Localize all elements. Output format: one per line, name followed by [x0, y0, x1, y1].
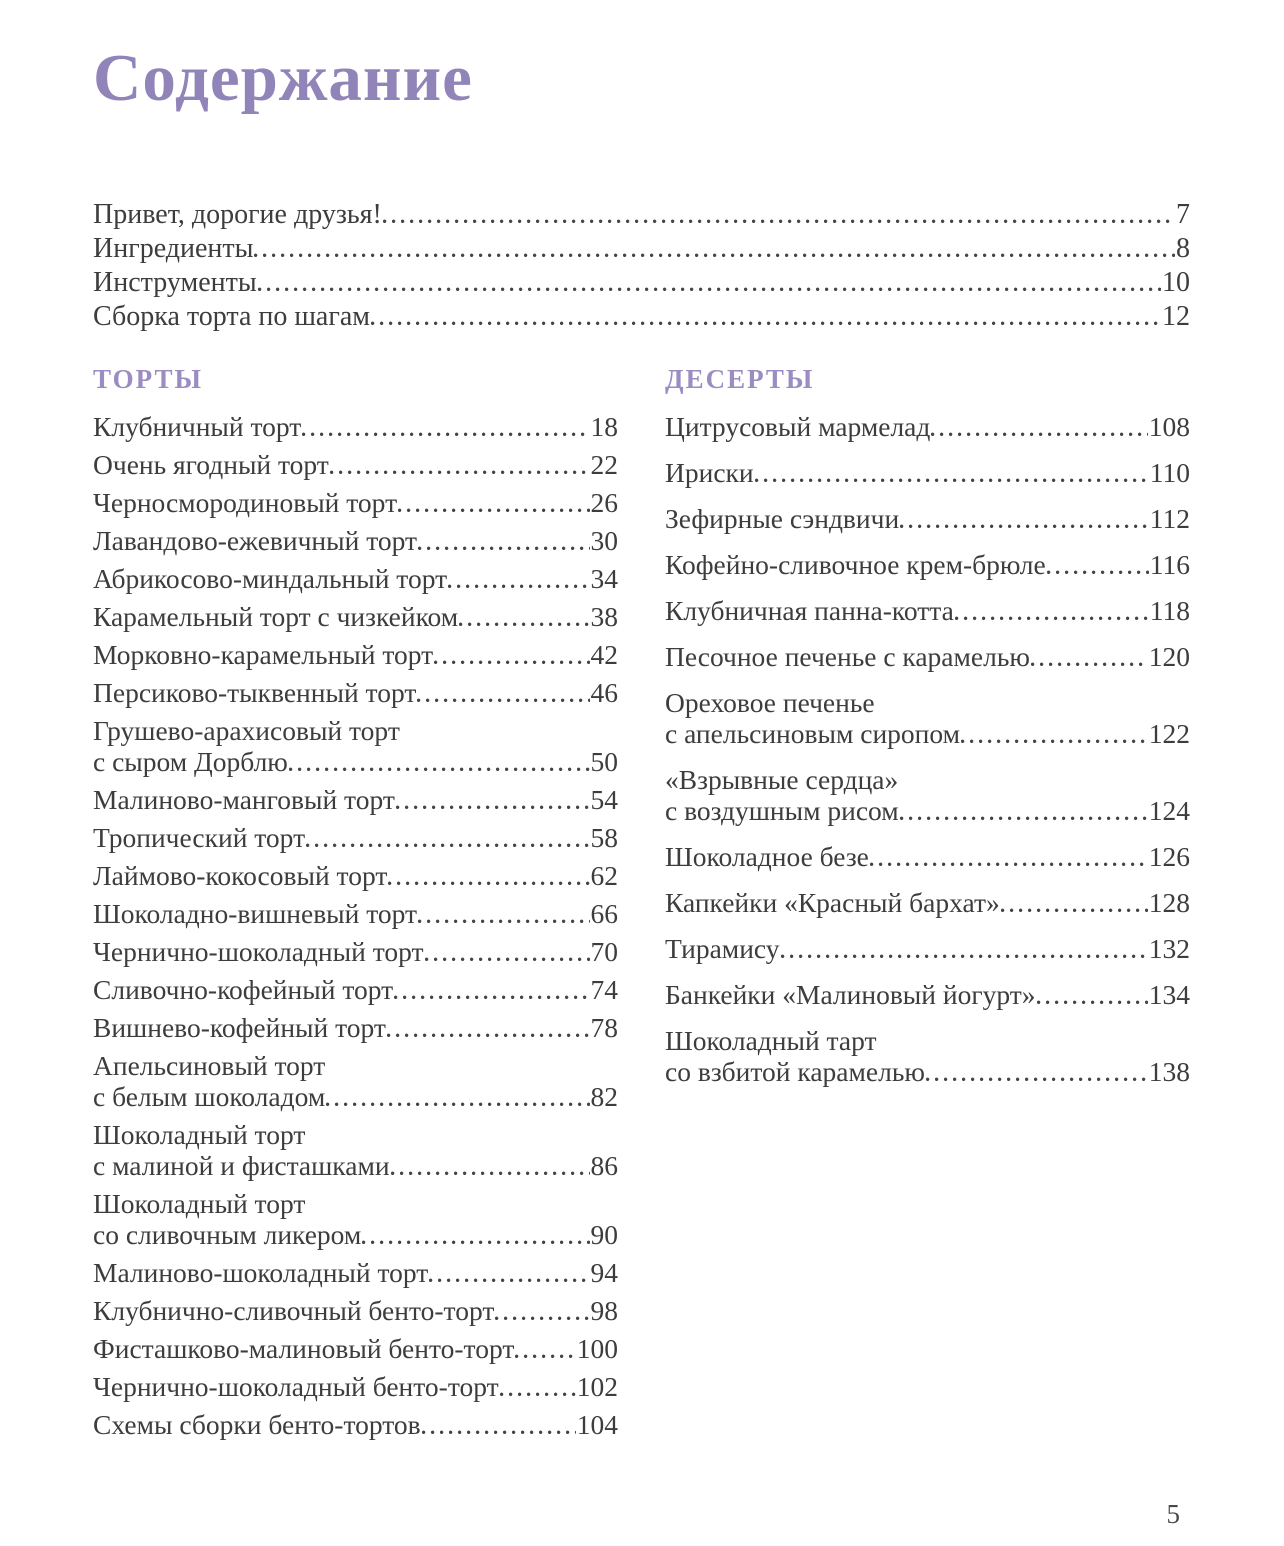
toc-entry: [93, 936, 618, 967]
toc-entry-line: [665, 687, 1190, 718]
entry-title: Песочное печенье с карамелью: [665, 640, 1030, 672]
entry-page-number: 102: [576, 1370, 618, 1402]
entry-title: Ингредиенты: [93, 232, 254, 264]
entry-title: Лаймово-кокосовый торт: [93, 859, 388, 891]
toc-entry-line: [93, 1012, 618, 1043]
entry-title: Шоколадный торт: [93, 1187, 306, 1219]
toc-entry: [93, 266, 1190, 300]
toc-entry: [665, 457, 1190, 488]
dot-leader: [781, 952, 1148, 958]
toc-entry-line: [93, 639, 618, 670]
dot-leader: [425, 955, 590, 961]
dot-leader: [495, 1314, 589, 1320]
toc-entry-line: [93, 677, 618, 708]
toc-entry-line: [93, 898, 618, 929]
toc-entry-line: [665, 841, 1190, 872]
entry-title: Привет, дорогие друзья!: [93, 198, 382, 230]
dot-leader: [900, 522, 1149, 528]
entry-page-number: 34: [590, 562, 618, 594]
toc-entry: [93, 449, 618, 480]
toc-entry-line: [93, 449, 618, 480]
intro-list: [93, 198, 1190, 334]
dot-leader: [1047, 568, 1149, 574]
toc-entry-line: [665, 503, 1190, 534]
toc-entry-line: [665, 457, 1190, 488]
entry-page-number: 46: [590, 676, 618, 708]
entry-page-number: 54: [590, 783, 618, 815]
entry-page-number: 126: [1148, 840, 1190, 872]
toc-entry-line: [93, 1119, 618, 1150]
toc-entry: [665, 641, 1190, 672]
toc-entry: [93, 677, 618, 708]
toc-entry: [665, 549, 1190, 580]
toc-entry-line: [93, 1333, 618, 1364]
toc-entry-line: [93, 784, 618, 815]
dot-leader: [434, 658, 589, 664]
entry-title: Лавандово-ежевичный торт: [93, 524, 418, 556]
dot-leader: [383, 217, 1175, 223]
dot-leader: [398, 506, 589, 512]
entry-page-number: 7: [1176, 198, 1190, 230]
entry-title: с сыром Дорблю: [93, 745, 288, 777]
toc-entry-line: [93, 525, 618, 556]
toc-entry-line: [665, 549, 1190, 580]
entry-title: Шоколадный торт: [93, 1118, 306, 1150]
toc-entry: [93, 1257, 618, 1288]
toc-entry: [93, 1012, 618, 1043]
toc-entry: [665, 1025, 1190, 1087]
toc-entry: [93, 639, 618, 670]
toc-entry: [93, 1119, 618, 1181]
entry-title: Клубничный торт: [93, 410, 302, 442]
entry-title: Клубнично-сливочный бенто-торт: [93, 1294, 495, 1326]
entry-page-number: 124: [1148, 794, 1190, 826]
toc-entry-line: [93, 974, 618, 1005]
entry-page-number: 122: [1148, 717, 1190, 749]
toc-entry: [665, 411, 1190, 442]
entry-page-number: 42: [590, 638, 618, 670]
toc-entry: [93, 300, 1190, 334]
dot-leader: [448, 582, 589, 588]
toc-entry-line: [665, 1025, 1190, 1056]
entry-title: «Взрывные сердца»: [665, 763, 899, 795]
entry-title: Чернично-шоколадный бенто-торт: [93, 1370, 499, 1402]
toc-entry-line: [665, 411, 1190, 442]
toc-entry-line: [93, 1257, 618, 1288]
entry-page-number: 118: [1149, 594, 1190, 626]
toc-entry: [93, 525, 618, 556]
toc-entry-line: [665, 595, 1190, 626]
toc-entry-line: [93, 822, 618, 853]
entry-page-number: 74: [590, 973, 618, 1005]
entry-title: Шоколадно-вишневый торт: [93, 897, 418, 929]
toc-entry-line: [93, 487, 618, 518]
entry-title: со взбитой карамелью: [665, 1055, 925, 1087]
toc-entry-line: [665, 933, 1190, 964]
entry-page-number: 26: [590, 486, 618, 518]
toc-entry: [93, 1050, 618, 1112]
entry-title: Грушево-арахисовый торт: [93, 714, 400, 746]
entry-page-number: 138: [1148, 1055, 1190, 1087]
dot-leader: [961, 737, 1148, 743]
page-title: Содержание: [93, 41, 473, 115]
dot-leader: [289, 765, 590, 771]
toc-entry-line: [93, 198, 1190, 232]
entry-title: Фисташково-малиновый бенто-торт: [93, 1332, 515, 1364]
toc-entry: [93, 715, 618, 777]
dot-leader: [955, 614, 1149, 620]
entry-title: Малиново-шоколадный торт: [93, 1256, 429, 1288]
entry-page-number: 12: [1162, 300, 1190, 332]
entry-title: Кофейно-сливочное крем-брюле: [665, 548, 1046, 580]
toc-entry-line: [93, 563, 618, 594]
dot-leader: [396, 803, 590, 809]
toc-entry: [665, 841, 1190, 872]
entry-page-number: 10: [1162, 266, 1190, 298]
entry-title: Клубничная панна-котта: [665, 594, 954, 626]
toc-entry-line: [665, 887, 1190, 918]
toc-entry-line: [93, 936, 618, 967]
entry-title: Капкейки «Красный бархат»: [665, 886, 1000, 918]
toc-entry-line: [93, 1295, 618, 1326]
toc-entry-line: [665, 764, 1190, 795]
entry-title: Ириски: [665, 456, 754, 488]
entry-page-number: 116: [1149, 548, 1190, 580]
toc-entry: [93, 974, 618, 1005]
dot-leader: [500, 1390, 576, 1396]
toc-entry-line: [93, 860, 618, 891]
entry-title: Персиково-тыквенный торт: [93, 676, 417, 708]
entry-title: Тропический торт: [93, 821, 306, 853]
dot-leader: [900, 814, 1148, 820]
toc-columns: [93, 364, 1190, 1447]
dot-leader: [931, 430, 1147, 436]
dot-leader: [1031, 660, 1148, 666]
entry-title: Банкейки «Малиновый йогурт»: [665, 978, 1036, 1010]
toc-entry-line: [93, 1081, 618, 1112]
entry-page-number: 100: [576, 1332, 618, 1364]
entry-page-number: 120: [1148, 640, 1190, 672]
dot-leader: [306, 841, 589, 847]
entry-page-number: 94: [590, 1256, 618, 1288]
entry-title: Тирамису: [665, 932, 780, 964]
entry-title: Инструменты: [93, 266, 257, 298]
entry-page-number: 30: [590, 524, 618, 556]
toc-entry: [93, 898, 618, 929]
entry-page-number: 70: [590, 935, 618, 967]
toc-entry: [93, 784, 618, 815]
section-cakes-heading: ТОРТЫ: [93, 363, 203, 394]
dot-leader: [926, 1075, 1148, 1081]
entry-page-number: 98: [590, 1294, 618, 1326]
toc-entry: [93, 1409, 618, 1440]
toc-entry: [93, 411, 618, 442]
dot-leader: [258, 285, 1161, 291]
dot-leader: [1037, 998, 1148, 1004]
entry-title: Карамельный торт с чизкейком: [93, 600, 459, 632]
entry-title: Малиново-манговый торт: [93, 783, 395, 815]
entry-title: Сливочно-кофейный торт: [93, 973, 394, 1005]
toc-entry: [93, 198, 1190, 232]
toc-entry: [93, 822, 618, 853]
entry-page-number: 134: [1148, 978, 1190, 1010]
dot-leader: [330, 468, 590, 474]
entry-title: Морковно-карамельный торт: [93, 638, 434, 670]
entry-page-number: 8: [1176, 232, 1190, 264]
entry-page-number: 22: [590, 448, 618, 480]
entry-page-number: 86: [590, 1149, 618, 1181]
entry-title: Ореховое печенье: [665, 686, 875, 718]
entry-title: с малиной и фисташками: [93, 1149, 390, 1181]
toc-entry-line: [93, 1188, 618, 1219]
toc-entry: [93, 1295, 618, 1326]
toc-entry-line: [93, 266, 1190, 300]
entry-page-number: 90: [590, 1218, 618, 1250]
dot-leader: [362, 1238, 589, 1244]
dot-leader: [371, 319, 1161, 325]
toc-entry-line: [93, 746, 618, 777]
toc-entry: [93, 563, 618, 594]
entry-title: Сборка торта по шагам: [93, 300, 370, 332]
toc-entry-line: [93, 411, 618, 442]
entry-page-number: 78: [590, 1011, 618, 1043]
entry-page-number: 18: [590, 410, 618, 442]
entry-title: Апельсиновый торт: [93, 1049, 326, 1081]
toc-entry-line: [93, 601, 618, 632]
toc-entry-line: [93, 232, 1190, 266]
toc-entry-line: [93, 1371, 618, 1402]
entry-title: Чернично-шоколадный торт: [93, 935, 424, 967]
toc-entry: [665, 687, 1190, 749]
dot-leader: [429, 1276, 589, 1282]
section-desserts: [665, 364, 1190, 1447]
entry-page-number: 110: [1149, 456, 1190, 488]
page-number: 5: [1166, 1499, 1180, 1529]
toc-entry: [93, 1371, 618, 1402]
toc-entry-line: [93, 1050, 618, 1081]
dot-leader: [422, 1428, 576, 1434]
dot-leader: [254, 251, 1175, 257]
toc-entry-line: [665, 718, 1190, 749]
toc-entry: [665, 503, 1190, 534]
toc-entry-line: [665, 979, 1190, 1010]
entry-page-number: 50: [590, 745, 618, 777]
dot-leader: [418, 544, 589, 550]
dot-leader: [394, 993, 589, 999]
section-desserts-heading: ДЕСЕРТЫ: [665, 363, 815, 394]
entry-page-number: 132: [1148, 932, 1190, 964]
toc-entry: [93, 1188, 618, 1250]
toc-entry-line: [93, 300, 1190, 334]
dot-leader: [388, 879, 589, 885]
entry-page-number: 58: [590, 821, 618, 853]
dot-leader: [418, 917, 589, 923]
entry-page-number: 82: [590, 1080, 618, 1112]
entry-title: Шоколадное безе: [665, 840, 869, 872]
toc-entry: [93, 232, 1190, 266]
entry-page-number: 62: [590, 859, 618, 891]
entry-page-number: 112: [1149, 502, 1190, 534]
toc-entry-line: [93, 1409, 618, 1440]
entry-title: Черносмородиновый торт: [93, 486, 398, 518]
toc-entry-line: [665, 795, 1190, 826]
dot-leader: [302, 430, 589, 436]
toc-entry-line: [93, 1150, 618, 1181]
toc-entry: [665, 764, 1190, 826]
toc-entry: [93, 1333, 618, 1364]
entry-title: с воздушным рисом: [665, 794, 899, 826]
entry-title: Схемы сборки бенто-тортов: [93, 1408, 421, 1440]
entry-title: Цитрусовый мармелад: [665, 410, 931, 442]
entry-page-number: 104: [576, 1408, 618, 1440]
entry-title: со сливочным ликером: [93, 1218, 362, 1250]
dot-leader: [459, 620, 589, 626]
entry-title: Абрикосово-миндальный торт: [93, 562, 448, 594]
dot-leader: [326, 1100, 589, 1106]
dot-leader: [755, 476, 1149, 482]
toc-entry: [93, 860, 618, 891]
section-cakes-entries: [93, 411, 618, 1440]
dot-leader: [417, 696, 589, 702]
section-desserts-entries: [665, 411, 1190, 1087]
toc-entry: [665, 595, 1190, 626]
section-cakes: [93, 364, 618, 1447]
entry-page-number: 108: [1148, 410, 1190, 442]
toc-entry: [665, 979, 1190, 1010]
dot-leader: [391, 1169, 590, 1175]
entry-title: Вишнево-кофейный торт: [93, 1011, 386, 1043]
toc-entry-line: [93, 1219, 618, 1250]
toc-entry: [93, 487, 618, 518]
toc-entry: [665, 887, 1190, 918]
entry-title: с апельсиновым сиропом: [665, 717, 961, 749]
dot-leader: [870, 860, 1148, 866]
dot-leader: [387, 1031, 590, 1037]
dot-leader: [1001, 906, 1148, 912]
toc-entry-line: [665, 1056, 1190, 1087]
toc-entry: [93, 601, 618, 632]
entry-page-number: 38: [590, 600, 618, 632]
toc-entry-line: [93, 715, 618, 746]
entry-page-number: 66: [590, 897, 618, 929]
toc-entry-line: [665, 641, 1190, 672]
dot-leader: [515, 1352, 575, 1358]
entry-title: Зефирные сэндвичи: [665, 502, 900, 534]
toc-entry: [665, 933, 1190, 964]
entry-page-number: 128: [1148, 886, 1190, 918]
entry-title: Очень ягодный торт: [93, 448, 329, 480]
entry-title: Шоколадный тарт: [665, 1024, 877, 1056]
entry-title: с белым шоколадом: [93, 1080, 326, 1112]
